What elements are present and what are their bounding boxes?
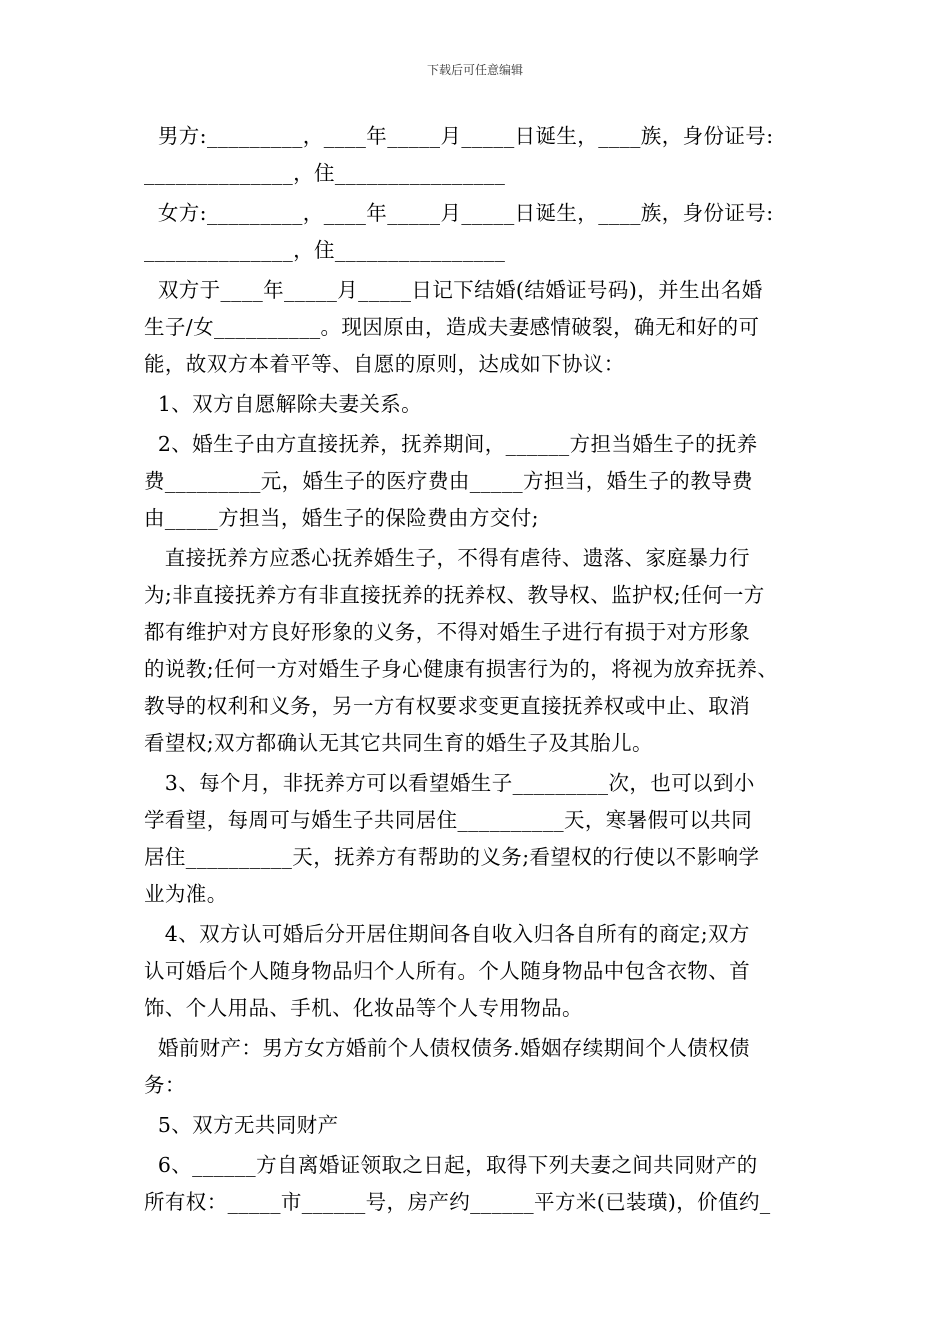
paragraph	[144, 272, 810, 383]
paragraph-line: 看望权;双方都确认无其它共同生育的婚生子及其胎儿。	[144, 731, 653, 755]
paragraph-line: 业为准。	[144, 882, 228, 906]
paragraph-line: 的说教;任何一方对婚生子身心健康有损害行为的，将视为放弃抚养、	[144, 657, 779, 681]
paragraph-line: 都有维护对方良好形象的义务，不得对婚生子进行有损于对方形象	[144, 620, 751, 644]
paragraph	[144, 1107, 810, 1144]
paragraph	[144, 426, 810, 537]
paragraph-line: 教导的权利和义务，另一方有权要求变更直接抚养权或中止、取消	[144, 694, 751, 718]
paragraph	[144, 765, 810, 913]
paragraph-line: ______________，住________________	[144, 161, 506, 185]
paragraph-line: 男方:_________，____年_____月_____日诞生，____族，身份证号:	[144, 124, 774, 148]
paragraph-line: 饰、个人用品、手机、化妆品等个人专用物品。	[144, 996, 583, 1020]
paragraph-line: 6、______方自离婚证领取之日起，取得下列夫妻之间共同财产的	[144, 1153, 758, 1177]
paragraph-line: 为;非直接抚养方有非直接抚养的抚养权、教导权、监护权;任何一方	[144, 583, 765, 607]
paragraph	[144, 916, 810, 1027]
paragraph-line: 2、婚生子由方直接抚养，抚养期间，______方担当婚生子的抚养	[144, 432, 758, 456]
paragraph	[144, 118, 810, 192]
paragraph-line: 生子/女__________。现因原由，造成夫妻感情破裂，确无和好的可	[144, 315, 760, 339]
paragraph-line: 4、双方认可婚后分开居住期间各自收入归各自所有的商定;双方	[144, 922, 750, 946]
paragraph-line: 费_________元，婚生子的医疗费由_____方担当，婚生子的教导费	[144, 469, 753, 493]
paragraph-line: 由_____方担当，婚生子的保险费由方交付;	[144, 506, 539, 530]
paragraph-line: ______________，住________________	[144, 238, 506, 262]
paragraph	[144, 1147, 810, 1221]
paragraph	[144, 540, 810, 762]
paragraph-line: 认可婚后个人随身物品归个人所有。个人随身物品中包含衣物、首	[144, 959, 751, 983]
paragraph-line: 居住__________天，抚养方有帮助的义务;看望权的行使以不影响学	[144, 845, 760, 869]
paragraph-line: 直接抚养方应悉心抚养婚生子，不得有虐待、遗落、家庭暴力行	[144, 546, 750, 570]
paragraph-line: 婚前财产：男方女方婚前个人债权债务.婚姻存续期间个人债权债	[144, 1036, 750, 1060]
paragraph-line: 学看望，每周可与婚生子共同居住__________天，寒暑假可以共同	[144, 808, 753, 832]
paragraph-line: 所有权：_____市______号，房产约______平方米(已装璜)，价值约_	[144, 1190, 771, 1214]
paragraph-line: 1、双方自愿解除夫妻关系。	[144, 392, 423, 416]
document-body	[144, 118, 810, 1224]
paragraph	[144, 195, 810, 269]
header-note: 下载后可任意编辑	[426, 63, 523, 77]
paragraph-line: 务：	[144, 1073, 186, 1097]
paragraph-line: 3、每个月，非抚养方可以看望婚生子_________次，也可以到小	[144, 771, 755, 795]
paragraph-line: 5、双方无共同财产	[144, 1113, 339, 1137]
paragraph-line: 能，故双方本着平等、自愿的原则，达成如下协议：	[144, 352, 625, 376]
paragraph	[144, 386, 810, 423]
paragraph	[144, 1030, 810, 1104]
paragraph-line: 双方于____年_____月_____日记下结婚(结婚证号码)，并生出名婚	[144, 278, 763, 302]
paragraph-line: 女方:_________，____年_____月_____日诞生，____族，身份证号:	[144, 201, 774, 225]
page-header	[0, 62, 950, 78]
